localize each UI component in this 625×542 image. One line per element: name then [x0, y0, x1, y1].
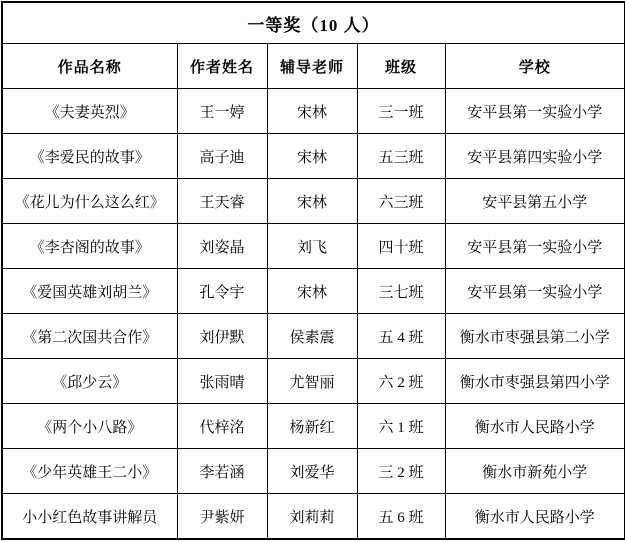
column-header: 作者姓名 [177, 44, 267, 89]
table-title-row [2, 2, 625, 44]
table-row [2, 269, 625, 314]
table-cell: 李若涵 [177, 449, 267, 494]
table-cell: 小小红色故事讲解员 [2, 494, 177, 540]
table-cell: 衡水市人民路小学 [445, 404, 625, 449]
table-row [2, 449, 625, 494]
table-cell: 宋林 [267, 179, 357, 224]
table-cell: 王天睿 [177, 179, 267, 224]
column-header: 学校 [445, 44, 625, 89]
table-cell: 《两个小八路》 [2, 404, 177, 449]
table-body [2, 89, 625, 540]
table-cell: 六三班 [357, 179, 445, 224]
table-cell: 侯素震 [267, 314, 357, 359]
table-cell: 代梓洺 [177, 404, 267, 449]
table-cell: 《邱少云》 [2, 359, 177, 404]
table-row [2, 314, 625, 359]
table-cell: 宋林 [267, 134, 357, 179]
table-cell: 安平县第一实验小学 [445, 89, 625, 134]
table-cell: 尤智丽 [267, 359, 357, 404]
table-cell: 安平县第四实验小学 [445, 134, 625, 179]
table-cell: 《花儿为什么这么红》 [2, 179, 177, 224]
table-header-row [2, 44, 625, 89]
table-cell: 《李爱民的故事》 [2, 134, 177, 179]
table-cell: 宋林 [267, 269, 357, 314]
table-cell: 刘姿晶 [177, 224, 267, 269]
table-row [2, 494, 625, 540]
table-cell: 六 1 班 [357, 404, 445, 449]
table-cell: 衡水市枣强县第四小学 [445, 359, 625, 404]
table-cell: 《爱国英雄刘胡兰》 [2, 269, 177, 314]
table-cell: 刘伊默 [177, 314, 267, 359]
table-cell: 衡水市新苑小学 [445, 449, 625, 494]
table-cell: 五 4 班 [357, 314, 445, 359]
table-cell: 尹紫妍 [177, 494, 267, 540]
table-row [2, 134, 625, 179]
table-row [2, 224, 625, 269]
table-cell: 《夫妻英烈》 [2, 89, 177, 134]
column-header: 作品名称 [2, 44, 177, 89]
table-cell: 衡水市枣强县第二小学 [445, 314, 625, 359]
table-row [2, 404, 625, 449]
table-cell: 六 2 班 [357, 359, 445, 404]
table-cell: 王一婷 [177, 89, 267, 134]
table-cell: 孔令宇 [177, 269, 267, 314]
table-cell: 五 6 班 [357, 494, 445, 540]
table-cell: 《第二次国共合作》 [2, 314, 177, 359]
table-row [2, 179, 625, 224]
table-cell: 三七班 [357, 269, 445, 314]
table-cell: 刘爱华 [267, 449, 357, 494]
column-header: 辅导老师 [267, 44, 357, 89]
table-row [2, 89, 625, 134]
table-cell: 杨新红 [267, 404, 357, 449]
table-cell: 高子迪 [177, 134, 267, 179]
table-cell: 安平县第五小学 [445, 179, 625, 224]
table-cell: 五三班 [357, 134, 445, 179]
table-cell: 刘飞 [267, 224, 357, 269]
table-cell: 三 2 班 [357, 449, 445, 494]
table-row [2, 359, 625, 404]
table-cell: 四十班 [357, 224, 445, 269]
first-prize-table [1, 1, 625, 540]
table-cell: 安平县第一实验小学 [445, 269, 625, 314]
table-cell: 《李杏阁的故事》 [2, 224, 177, 269]
table-cell: 宋林 [267, 89, 357, 134]
table-title: 一等奖（10 人） [2, 2, 625, 44]
table-cell: 安平县第一实验小学 [445, 224, 625, 269]
table-cell: 《少年英雄王二小》 [2, 449, 177, 494]
table-cell: 衡水市人民路小学 [445, 494, 625, 540]
table-cell: 张雨晴 [177, 359, 267, 404]
column-header: 班级 [357, 44, 445, 89]
table-cell: 三一班 [357, 89, 445, 134]
table-cell: 刘莉莉 [267, 494, 357, 540]
